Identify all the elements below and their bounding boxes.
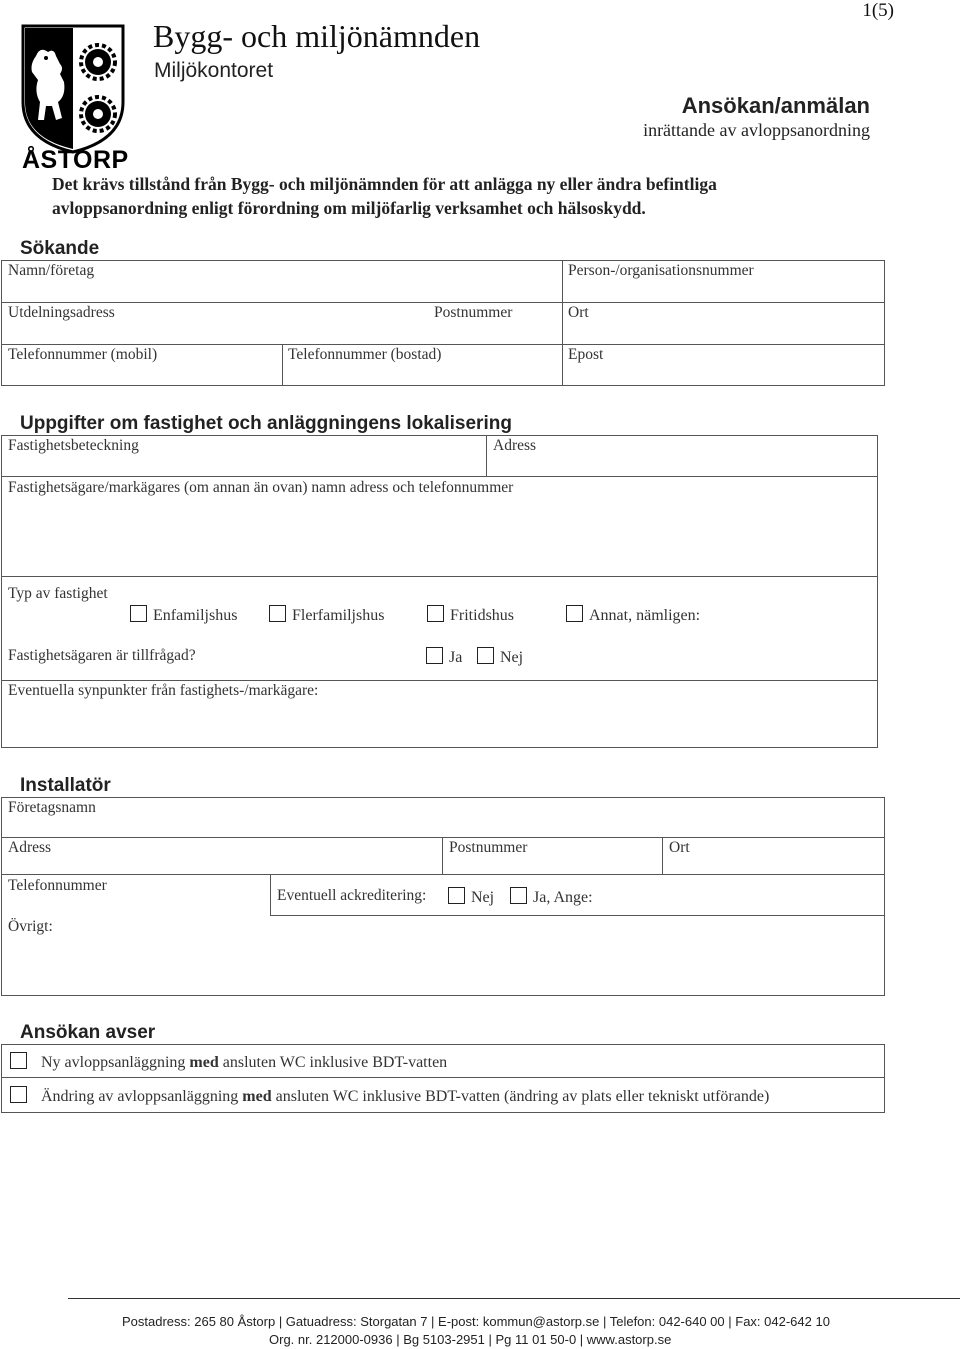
intro-line: Det krävs tillstånd från Bygg- och miljönämnden för att anlägga ny eller ändra befintliga <box>52 174 717 194</box>
page-number: 1(5) <box>862 0 894 21</box>
property-designation-field[interactable]: Fastighetsbeteckning <box>8 437 139 454</box>
application-section-title: Ansökan avser <box>20 1022 156 1043</box>
checkbox-icon <box>566 605 583 622</box>
checkbox-icon <box>477 647 494 664</box>
intro-line: avloppsanordning enligt förordning om miljöfarlig verksamhet och hälsoskydd. <box>52 198 646 218</box>
installer-city-field[interactable]: Ort <box>669 839 690 856</box>
installer-postcode-field[interactable]: Postnummer <box>449 839 528 856</box>
new-installation-option[interactable]: Ny avloppsanläggning med ansluten WC inklusive BDT-vatten <box>10 1052 447 1072</box>
footer-divider <box>68 1298 960 1299</box>
footer-contact: Postadress: 265 80 Åstorp | Gatuadress: Storgatan 7 | E-post: kommun@astorp.se | Telefon: 042-640 00 | Fax: 042-642 10 <box>122 1314 830 1329</box>
other-field[interactable]: Övrigt: <box>8 918 53 935</box>
company-name-field[interactable]: Företagsnamn <box>8 799 96 816</box>
document-subtitle: inrättande av avloppsanordning <box>643 120 870 140</box>
mobile-phone-field[interactable]: Telefonnummer (mobil) <box>8 346 158 363</box>
owner-consulted-label: Fastighetsägaren är tillfrågad? <box>8 647 196 664</box>
installer-phone-field[interactable]: Telefonnummer <box>8 877 107 894</box>
email-field[interactable]: Epost <box>568 346 604 363</box>
logo-wordmark: ÅSTORP <box>22 146 129 174</box>
checkbox-icon <box>510 887 527 904</box>
checkbox-icon <box>427 605 444 622</box>
accreditation-yes-checkbox[interactable]: Ja, Ange: <box>510 887 593 907</box>
checkbox-icon <box>426 647 443 664</box>
property-section-title: Uppgifter om fastighet och anläggningens lokalisering <box>20 413 512 434</box>
accreditation-no-checkbox[interactable]: Nej <box>448 887 494 907</box>
checkbox-icon <box>10 1086 27 1103</box>
type-multi-family-checkbox[interactable]: Flerfamiljshus <box>269 605 384 625</box>
city-field[interactable]: Ort <box>568 304 589 321</box>
checkbox-icon <box>10 1052 27 1069</box>
consulted-no-checkbox[interactable]: Nej <box>477 647 523 667</box>
accreditation-label: Eventuell ackreditering: <box>277 887 427 904</box>
owner-opinions-field[interactable]: Eventuella synpunkter från fastighets-/markägare: <box>8 682 319 699</box>
postcode-field[interactable]: Postnummer <box>434 304 513 321</box>
property-type-label: Typ av fastighet <box>8 585 108 602</box>
consulted-yes-checkbox[interactable]: Ja <box>426 647 462 667</box>
name-field[interactable]: Namn/företag <box>8 262 95 279</box>
type-holiday-home-checkbox[interactable]: Fritidshus <box>427 605 514 625</box>
postal-address-field[interactable]: Utdelningsadress <box>8 304 115 321</box>
intro-text <box>52 172 717 220</box>
owner-info-field[interactable]: Fastighetsägare/markägares (om annan än ovan) namn adress och telefonnummer <box>8 479 514 496</box>
home-phone-field[interactable]: Telefonnummer (bostad) <box>288 346 442 363</box>
installer-section-title: Installatör <box>20 775 111 796</box>
agency-name: Bygg- och miljönämnden <box>153 18 481 54</box>
footer-registration: Org. nr. 212000-0936 | Bg 5103-2951 | Pg 11 01 50-0 | www.astorp.se <box>269 1332 672 1347</box>
modify-installation-option[interactable]: Ändring av avloppsanläggning med ansluten WC inklusive BDT-vatten (ändring av plats eller tekniskt utförande) <box>10 1086 769 1106</box>
type-single-family-checkbox[interactable]: Enfamiljshus <box>130 605 237 625</box>
checkbox-icon <box>130 605 147 622</box>
installer-section <box>1 797 885 996</box>
document-title: Ansökan/anmälan <box>681 93 870 118</box>
checkbox-icon <box>269 605 286 622</box>
property-address-field[interactable]: Adress <box>493 437 537 454</box>
type-other-checkbox[interactable]: Annat, nämligen: <box>566 605 700 625</box>
checkbox-icon <box>448 887 465 904</box>
office-name: Miljökontoret <box>154 59 274 82</box>
applicant-section-title: Sökande <box>20 238 100 259</box>
id-number-field[interactable]: Person-/organisationsnummer <box>568 262 754 279</box>
installer-address-field[interactable]: Adress <box>8 839 52 856</box>
